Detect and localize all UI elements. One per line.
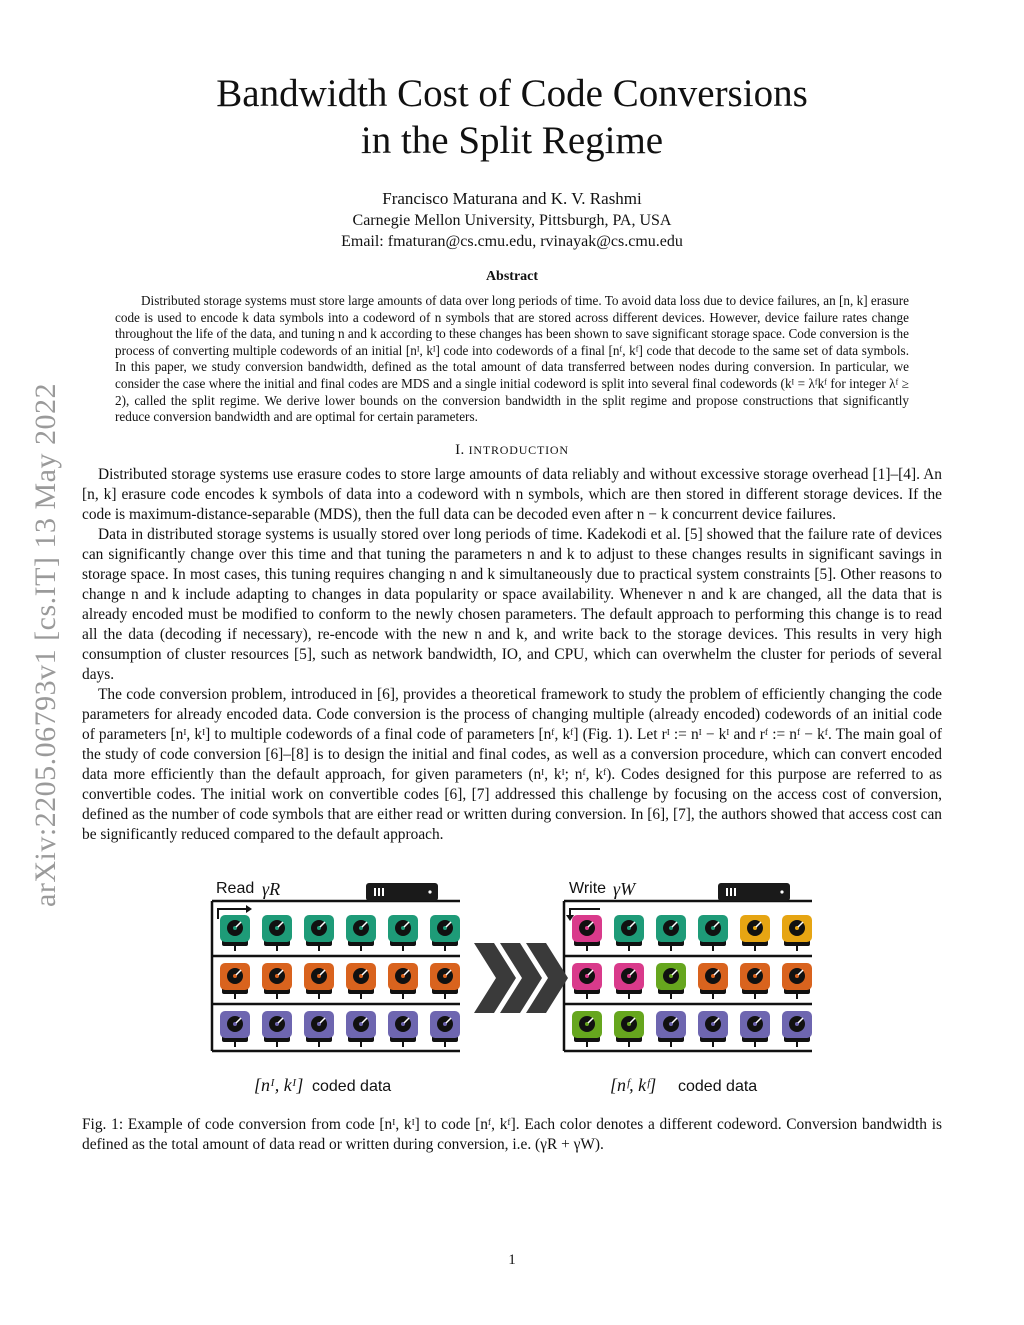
- final-storage-node: [782, 963, 812, 999]
- initial-storage-node: [346, 915, 376, 951]
- section-title: INTRODUCTION: [468, 442, 569, 457]
- server-slot: [382, 888, 384, 896]
- page-number: 1: [508, 1252, 516, 1268]
- final-storage-node: [782, 1011, 812, 1047]
- figure-caption: Fig. 1: Example of code conversion from code [nᴵ, kᴵ] to code [nᶠ, kᶠ]. Each color denotes a different codeword. Conversion bandwidth is defined as the total amount of data read or written during conversion, i.e. (γR + γW).: [82, 1115, 942, 1153]
- initial-storage-node: [346, 963, 376, 999]
- final-storage-node: [698, 1011, 728, 1047]
- figure-1: [82, 873, 942, 1113]
- initial-storage-node: [430, 963, 460, 999]
- initial-flow-arrowhead: [246, 905, 252, 913]
- initial-storage-node: [220, 915, 250, 951]
- final-storage-node: [698, 915, 728, 951]
- initial-storage-node: [262, 915, 292, 951]
- initial-storage-node: [430, 1011, 460, 1047]
- write-label: Write: [569, 879, 607, 897]
- server-slot: [726, 888, 728, 896]
- section-number: I.: [455, 441, 465, 458]
- server-slot: [374, 888, 376, 896]
- write-symbol: γW: [613, 878, 636, 899]
- affiliation: Carnegie Mellon University, Pittsburgh, PA, USA: [352, 212, 672, 229]
- server-slot: [734, 888, 736, 896]
- initial-coded-data-label: coded data: [312, 1077, 392, 1095]
- initial-code-label: [nᴵ, kᴵ]: [254, 1074, 304, 1095]
- conversion-diagram: [82, 873, 942, 1113]
- server-slot: [730, 888, 732, 896]
- final-storage-node: [572, 1011, 602, 1047]
- conversion-chevrons-icon: [474, 943, 568, 1013]
- final-storage-node: [740, 1011, 770, 1047]
- final-code-label: [nᶠ, kᶠ]: [610, 1074, 657, 1095]
- email: Email: fmaturan@cs.cmu.edu, rvinayak@cs.cmu.edu: [341, 233, 683, 250]
- final-storage-node: [782, 915, 812, 951]
- final-storage-node: [740, 915, 770, 951]
- final-storage-node: [614, 915, 644, 951]
- authors: Francisco Maturana and K. V. Rashmi: [382, 189, 642, 208]
- paper-page: [82, 0, 942, 1155]
- initial-storage-node: [388, 963, 418, 999]
- title-line-1: Bandwidth Cost of Code Conversions: [216, 72, 808, 115]
- final-server-icon: [718, 883, 790, 901]
- paragraph-1: Distributed storage systems use erasure codes to store large amounts of data reliably and without excessive storage overhead [1]–[4]. An [n, k] erasure code encodes k symbols of data into a codeword with n symbols, which are then stored in different storage devices. If the code is maximum-distance-separable (MDS), then the full data can be decoded even after n − k concurrent device failures.: [82, 465, 942, 523]
- final-storage-node: [572, 915, 602, 951]
- final-storage-node: [614, 963, 644, 999]
- final-storage-node: [572, 963, 602, 999]
- initial-storage-node: [346, 1011, 376, 1047]
- final-storage-node: [656, 963, 686, 999]
- initial-storage-node: [262, 963, 292, 999]
- server-slot: [378, 888, 380, 896]
- final-storage-node: [614, 1011, 644, 1047]
- initial-storage-node: [220, 963, 250, 999]
- server-body: [718, 883, 790, 901]
- read-label: Read: [216, 879, 255, 897]
- server-led: [428, 890, 431, 893]
- initial-storage-node: [262, 1011, 292, 1047]
- initial-server-icon: [366, 883, 438, 901]
- abstract-heading: Abstract: [485, 269, 539, 284]
- paragraph-3: The code conversion problem, introduced in [6], provides a theoretical framework to study the problem of efficiently changing the code parameters for already encoded data. Code conversion is the process of changing multiple (already encoded) codewords of an initial code of parameters [nᴵ, kᴵ] to multiple codewords of a final code of parameters [nᶠ, kᶠ] (Fig. 1). Let rᴵ := nᴵ − kᴵ and rᶠ := nᶠ − kᶠ. The main goal of the study of code conversion [6]–[8] is to design the initial and final codes, as well as a conversion procedure, which can convert encoded data more efficiently than the default approach, for given parameters (nᴵ, kᴵ; nᶠ, kᶠ). Codes designed for this purpose are referred to as convertible codes. The initial work on convertible codes [6], [7] addressed this challenge by focusing on the access cost of conversion, defined as the number of code symbols that are either read or written during conversion. In [6], [7], the authors showed that access cost can be significantly reduced compared to the default approach.: [82, 685, 942, 843]
- abstract-text: Distributed storage systems must store large amounts of data over long periods of time. To avoid data loss due to device failures, an [n, k] erasure code is used to encode k data symbols into a codeword of n symbols that are stored across different devices. However, device failure rates change throughout the life of the data, and tuning n and k according to these changes has been shown to save significant storage space. Code conversion is the process of converting multiple codewords of an initial [nᴵ, kᴵ] code into codewords of a final [nᶠ, kᶠ] code that decode to the same set of data symbols. In this paper, we study conversion bandwidth, defined as the total amount of data transferred between nodes during conversion. In particular, we consider the case where the initial and final codes are MDS and a single initial codeword is split into several final codewords (kᴵ = λᶠkᶠ for integer λᶠ ≥ 2), called the split regime. We derive lower bounds on the conversion bandwidth in the split regime and propose constructions that significantly reduce conversion bandwidth and are optimal for certain parameters.: [115, 293, 909, 425]
- final-storage-node: [656, 915, 686, 951]
- title-line-2: in the Split Regime: [360, 119, 664, 162]
- initial-storage-node: [304, 1011, 334, 1047]
- final-storage-node: [698, 963, 728, 999]
- initial-storage-node: [388, 1011, 418, 1047]
- initial-storage-node: [430, 915, 460, 951]
- paragraph-2: Data in distributed storage systems is usually stored over long periods of time. Kadekodi et al. [5] showed that the failure rate of devices can significantly change over this time and that tuning the parameters n and k to adjust to these changes results in significant savings in storage space. In most cases, this tuning requires changing n and k simultaneously due to practical system constraints [5]. Other reasons to change n and k include adapting to changes in data popularity or space availability. Whenever n and k are changed, all the data that is already encoded must be modified to conform to the newly chosen parameters. The default approach to performing this change is to read all the data (decoding if necessary), re-encode with the new n and k, and write back to the storage devices. This results in very high consumption of cluster resources [5], such as network bandwidth, IO, and CPU, which can overwhelm the cluster for periods of several days.: [82, 525, 942, 683]
- read-symbol: γR: [262, 878, 281, 899]
- paper-title: [82, 70, 942, 164]
- final-storage-node: [740, 963, 770, 999]
- server-body: [366, 883, 438, 901]
- section-heading: [82, 442, 942, 459]
- final-storage-node: [656, 1011, 686, 1047]
- final-coded-data-label: coded data: [678, 1077, 758, 1095]
- arxiv-identifier: arXiv:2205.06793v1 [cs.IT] 13 May 2022: [29, 383, 62, 907]
- initial-storage-node: [304, 963, 334, 999]
- initial-storage-node: [388, 915, 418, 951]
- initial-storage-node: [220, 1011, 250, 1047]
- initial-storage-node: [304, 915, 334, 951]
- server-led: [780, 890, 783, 893]
